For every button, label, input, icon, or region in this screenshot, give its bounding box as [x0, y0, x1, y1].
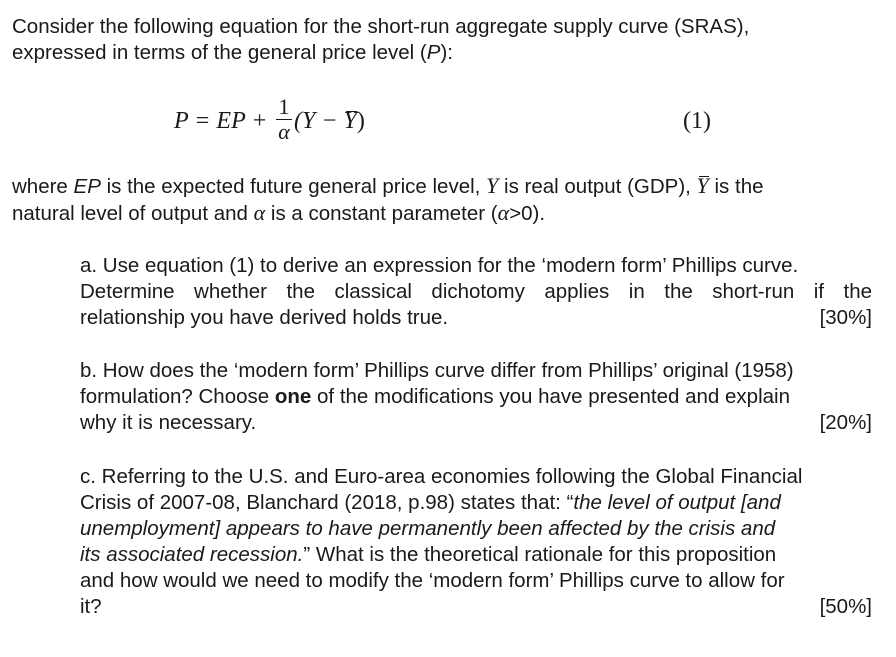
rhs-close: ): [356, 108, 365, 134]
alpha-var: α: [497, 200, 510, 225]
def-text: is real output (GDP),: [498, 175, 697, 198]
question-b: [80, 358, 872, 436]
question-a-line-1: a. Use equation (1) to derive an expression for the ‘modern form’ Phillips curve.: [80, 254, 799, 277]
price-level-var: P: [426, 41, 441, 64]
intro-text-end: ):: [440, 41, 453, 64]
natural-output-var: Y: [696, 173, 709, 198]
quote-text: unemployment] appears to have permanently been affected by the crisis and: [80, 517, 776, 540]
question-b-mark: [20%]: [819, 411, 872, 434]
def-text: is the: [708, 175, 764, 198]
question-c: [80, 464, 872, 620]
question-a-line-2: Determine whether the classical dichotomy applies in the short-run if the: [80, 280, 872, 303]
quote-text: its associated recession.: [80, 543, 304, 566]
question-c-line-6: [80, 594, 872, 620]
definition-line-2: [12, 200, 878, 227]
equation-rhs: [294, 108, 365, 135]
def-text: is a constant parameter (: [265, 202, 498, 225]
emphasis-one: one: [274, 385, 312, 408]
question-c-line-1: c. Referring to the U.S. and Euro-area economies following the Global Financial: [80, 465, 803, 488]
fraction-denominator: α: [278, 119, 290, 144]
question-c-mark: [50%]: [819, 595, 872, 618]
quote-text: the level of output [and: [573, 491, 781, 514]
question-b-line-3: [80, 410, 872, 436]
question-c-line-2: [80, 490, 872, 516]
question-a-text: relationship you have derived holds true.: [80, 306, 449, 329]
intro-paragraph: [12, 14, 878, 66]
natural-output-symbol: Y: [343, 108, 357, 134]
rhs-open: (Y −: [294, 108, 344, 134]
definition-line-1: [12, 173, 878, 200]
question-b-text: formulation? Choose: [80, 385, 275, 408]
equation-number: (1): [683, 108, 711, 134]
fraction-numerator: 1: [278, 94, 290, 119]
def-text: natural level of output and: [12, 202, 254, 225]
question-c-text: ” What is the theoretical rationale for this proposition: [303, 543, 777, 566]
def-text: is the expected future general price level,: [100, 175, 487, 198]
def-text: >0).: [509, 202, 546, 225]
question-c-line-3: [80, 516, 872, 542]
def-text: where: [12, 175, 74, 198]
question-c-text: Crisis of 2007-08, Blanchard (2018, p.98) states that: “: [80, 491, 574, 514]
question-b-text: why it is necessary.: [80, 411, 257, 434]
equation-fraction: [276, 96, 292, 143]
alpha-var: α: [253, 200, 266, 225]
question-a-line-3: [80, 305, 872, 331]
question-a: [80, 253, 872, 331]
question-a-mark: [30%]: [819, 306, 872, 329]
question-c-line-5: and how would we need to modify the ‘modern form’ Phillips curve to allow for: [80, 569, 785, 592]
question-b-line-2: [80, 384, 872, 410]
expected-price-var: EP: [73, 175, 101, 198]
definition-paragraph: [12, 173, 878, 227]
equation-lhs: P = EP +: [174, 108, 268, 134]
question-b-line-1: b. How does the ‘modern form’ Phillips curve differ from Phillips’ original (1958): [80, 359, 794, 382]
intro-text: expressed in terms of the general price level (: [12, 41, 427, 64]
intro-line-1: Consider the following equation for the short-run aggregate supply curve (SRAS),: [12, 15, 750, 38]
question-c-line-4: [80, 542, 872, 568]
question-b-text: of the modifications you have presented and explain: [311, 385, 790, 408]
intro-line-2: [12, 40, 878, 66]
output-var: Y: [486, 173, 499, 198]
question-c-text: it?: [80, 595, 102, 618]
